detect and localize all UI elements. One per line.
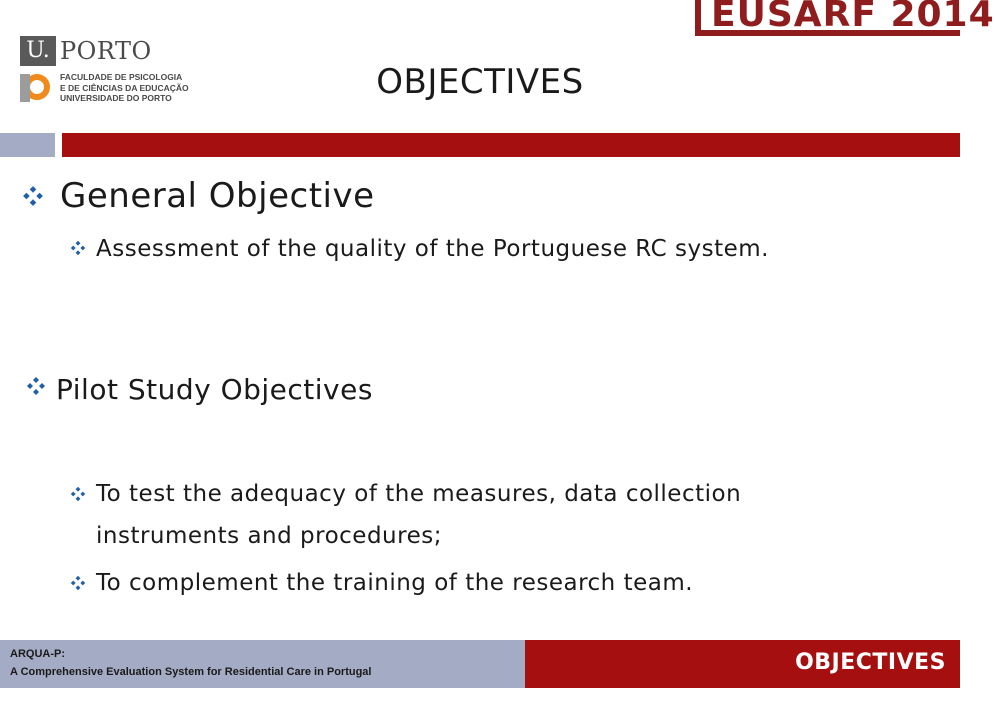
- general-objective-item: Assessment of the quality of the Portuguese RC system.: [96, 236, 769, 262]
- four-diamond-bullet-icon: [70, 486, 86, 502]
- logo-faculty-line-3: UNIVERSIDADE DO PORTO: [60, 93, 172, 103]
- eusarf-badge: [695, 0, 995, 36]
- pilot-objectives-heading: Pilot Study Objectives: [56, 373, 373, 406]
- footer-left: [0, 640, 525, 688]
- footer-section-title: OBJECTIVES: [795, 650, 946, 675]
- logo-porto-text: PORTO: [60, 37, 152, 65]
- title-bar-right: [62, 133, 960, 157]
- logo-faculty-line-2: E DE CIÊNCIAS DA EDUCAÇÃO: [60, 82, 189, 93]
- logo-faculty-line-1: FACULDADE DE PSICOLOGIA: [60, 72, 183, 82]
- four-diamond-bullet-icon: [26, 376, 46, 396]
- four-diamond-bullet-icon: [70, 240, 86, 256]
- pilot-objective-item-1-line-1: To test the adequacy of the measures, data collection: [96, 481, 742, 507]
- eusarf-badge-text: EUSARF 2014: [711, 0, 995, 35]
- pilot-objective-item-1-line-2: instruments and procedures;: [96, 523, 442, 549]
- title-bar-left: [0, 133, 55, 157]
- footer-project-description: A Comprehensive Evaluation System for Residential Care in Portugal: [10, 666, 372, 678]
- pilot-objective-item-2: To complement the training of the research team.: [96, 570, 694, 596]
- footer-project-name: ARQUA-P:: [10, 648, 65, 660]
- slide-title: OBJECTIVES: [376, 62, 584, 102]
- four-diamond-bullet-icon: [22, 185, 44, 207]
- four-diamond-bullet-icon: [70, 575, 86, 591]
- general-objective-heading: General Objective: [60, 176, 375, 216]
- logo-u-letter: U.: [20, 36, 56, 66]
- footer-right: [525, 640, 960, 688]
